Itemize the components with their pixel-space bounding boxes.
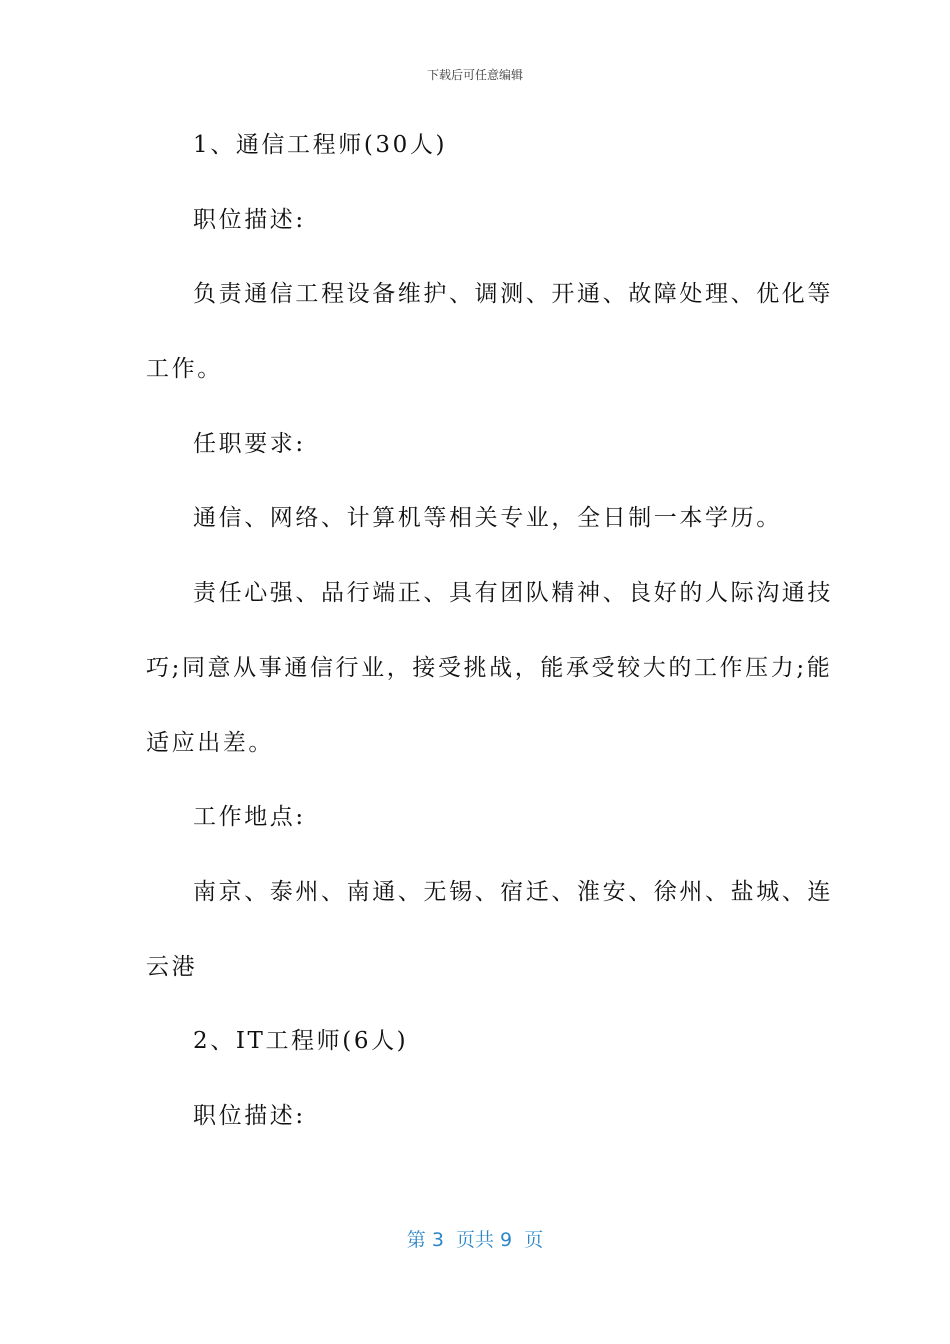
paragraph-line: 云港 — [146, 953, 198, 980]
paragraph-line: 责任心强、品行端正、具有团队精神、良好的人际沟通技 — [193, 580, 833, 607]
job-description-heading: 职位描述: — [193, 206, 306, 233]
paragraph-line: 巧;同意从事通信行业，接受挑战，能承受较大的工作压力;能 — [146, 654, 833, 681]
paragraph-line: 负责通信工程设备维护、调测、开通、故障处理、优化等 — [193, 281, 833, 308]
paragraph-line: 工作。 — [146, 356, 223, 383]
work-location-heading: 工作地点: — [193, 804, 306, 831]
page-header-note: 下载后可任意编辑 — [426, 68, 523, 82]
page-number-footer: 第 3 页共 9 页 — [406, 1229, 544, 1251]
section-title-it-engineer: 2、IT工程师(6人) — [193, 1028, 409, 1055]
document-body — [146, 122, 833, 1168]
paragraph-line: 适应出差。 — [146, 729, 274, 756]
job-description-heading: 职位描述: — [193, 1102, 306, 1129]
paragraph-line: 南京、泰州、南通、无锡、宿迁、淮安、徐州、盐城、连 — [193, 878, 833, 905]
paragraph-line: 通信、网络、计算机等相关专业，全日制一本学历。 — [193, 505, 782, 532]
requirements-heading: 任职要求: — [193, 430, 306, 457]
section-title-telecom-engineer: 1、通信工程师(30人) — [193, 132, 448, 158]
